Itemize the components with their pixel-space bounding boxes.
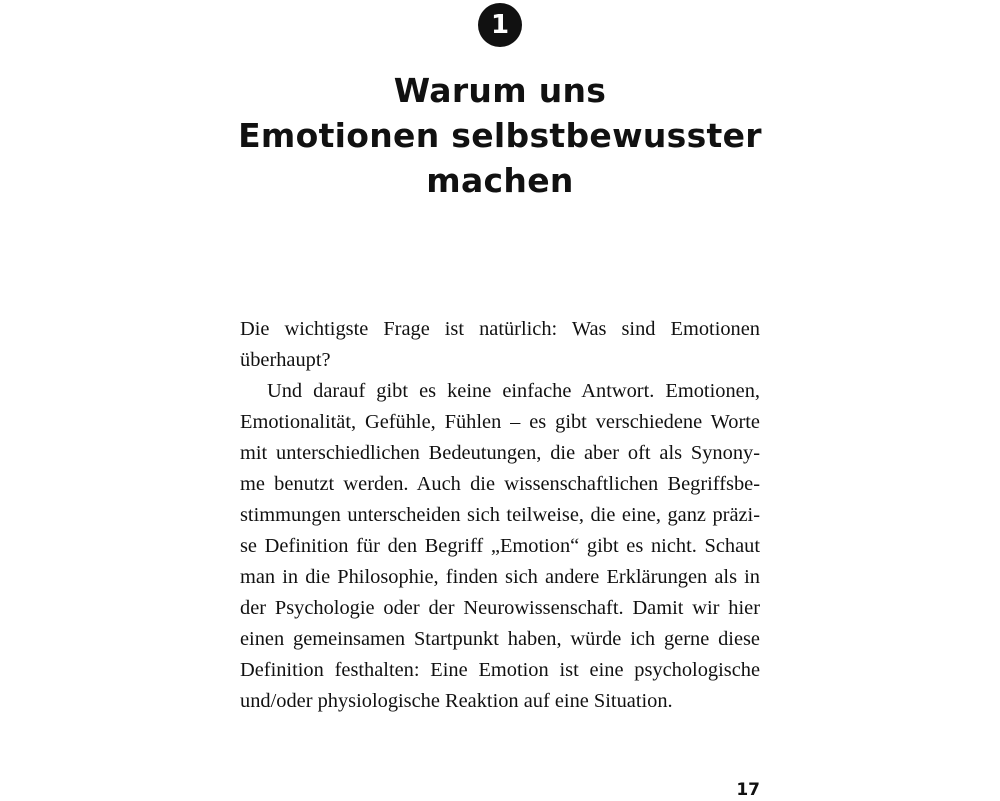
text-line: Definition festhalten: Eine Emotion ist eine psychologische: [240, 659, 760, 681]
page-number: 17: [736, 780, 760, 800]
text-line: Und darauf gibt es keine einfache Antwort. Emotionen,: [267, 380, 760, 402]
paragraph-2: [240, 376, 760, 717]
chapter-number-badge: 1: [478, 3, 522, 47]
text-line: se Definition für den Begriff „Emotion“ gibt es nicht. Schaut: [240, 535, 760, 557]
chapter-title-line: Emotionen selbstbewusster: [238, 116, 762, 155]
text-line: und/oder physiologische Reaktion auf eine Situation.: [240, 690, 673, 712]
text-line: Emotionalität, Gefühle, Fühlen – es gibt verschiedene Worte: [240, 411, 760, 433]
text-line: einen gemeinsamen Startpunkt haben, würde ich gerne diese: [240, 628, 760, 650]
text-line: Die wichtigste Frage ist natürlich: Was sind Emotionen: [240, 318, 760, 340]
body-text: [240, 314, 760, 717]
text-line: me benutzt werden. Auch die wissenschaftlichen Begriffsbe-: [240, 473, 760, 495]
text-line: mit unterschiedlichen Bedeutungen, die aber oft als Synony-: [240, 442, 760, 464]
text-line: stimmungen unterscheiden sich teilweise, die eine, ganz präzi-: [240, 504, 760, 526]
text-line: man in die Philosophie, finden sich andere Erklärungen als in: [240, 566, 760, 588]
chapter-title-line: machen: [426, 161, 574, 200]
text-line: der Psychologie oder der Neurowissenschaft. Damit wir hier: [240, 597, 760, 619]
text-line: überhaupt?: [240, 349, 331, 371]
chapter-title: [200, 68, 800, 203]
chapter-title-line: Warum uns: [393, 71, 607, 110]
paragraph-1: [240, 314, 760, 376]
